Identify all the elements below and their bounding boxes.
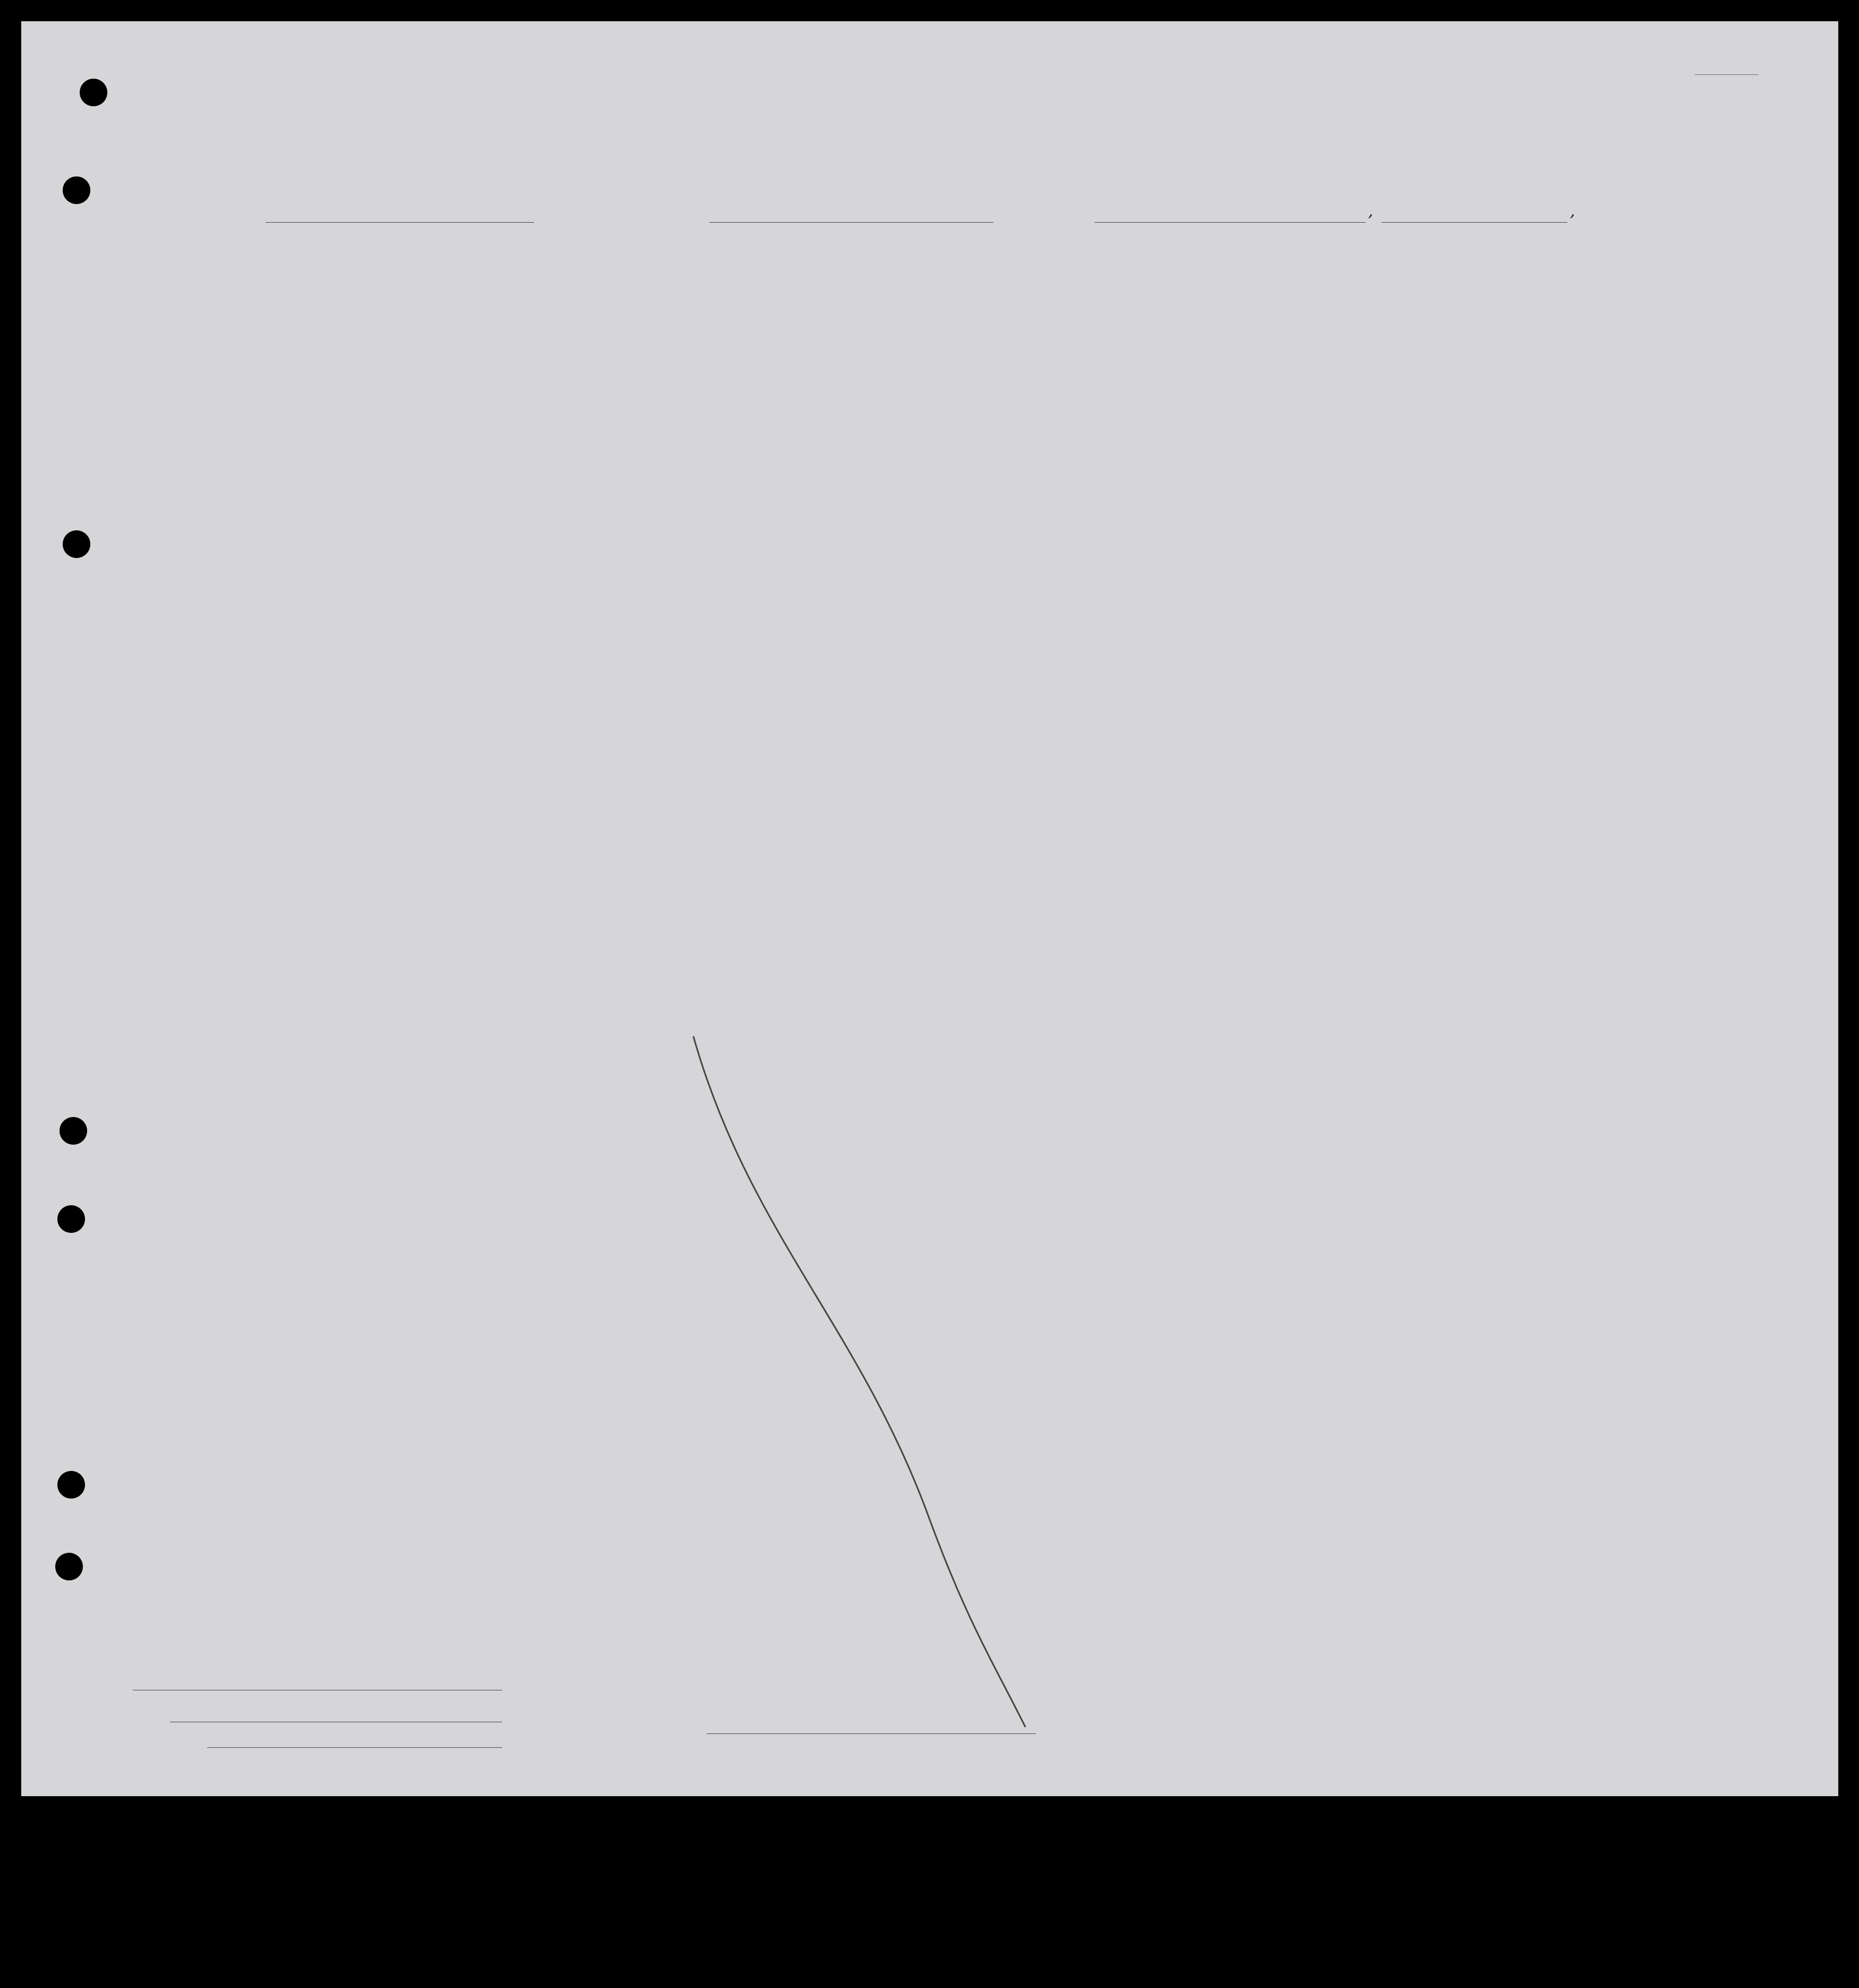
pen-stroke bbox=[685, 1031, 1057, 1754]
punch-hole bbox=[63, 176, 90, 204]
punch-hole bbox=[57, 1471, 85, 1499]
punch-hole bbox=[57, 1205, 85, 1233]
punch-hole bbox=[55, 1553, 83, 1580]
punch-hole bbox=[80, 79, 107, 106]
punch-hole bbox=[63, 530, 90, 558]
punch-hole bbox=[60, 1117, 87, 1145]
